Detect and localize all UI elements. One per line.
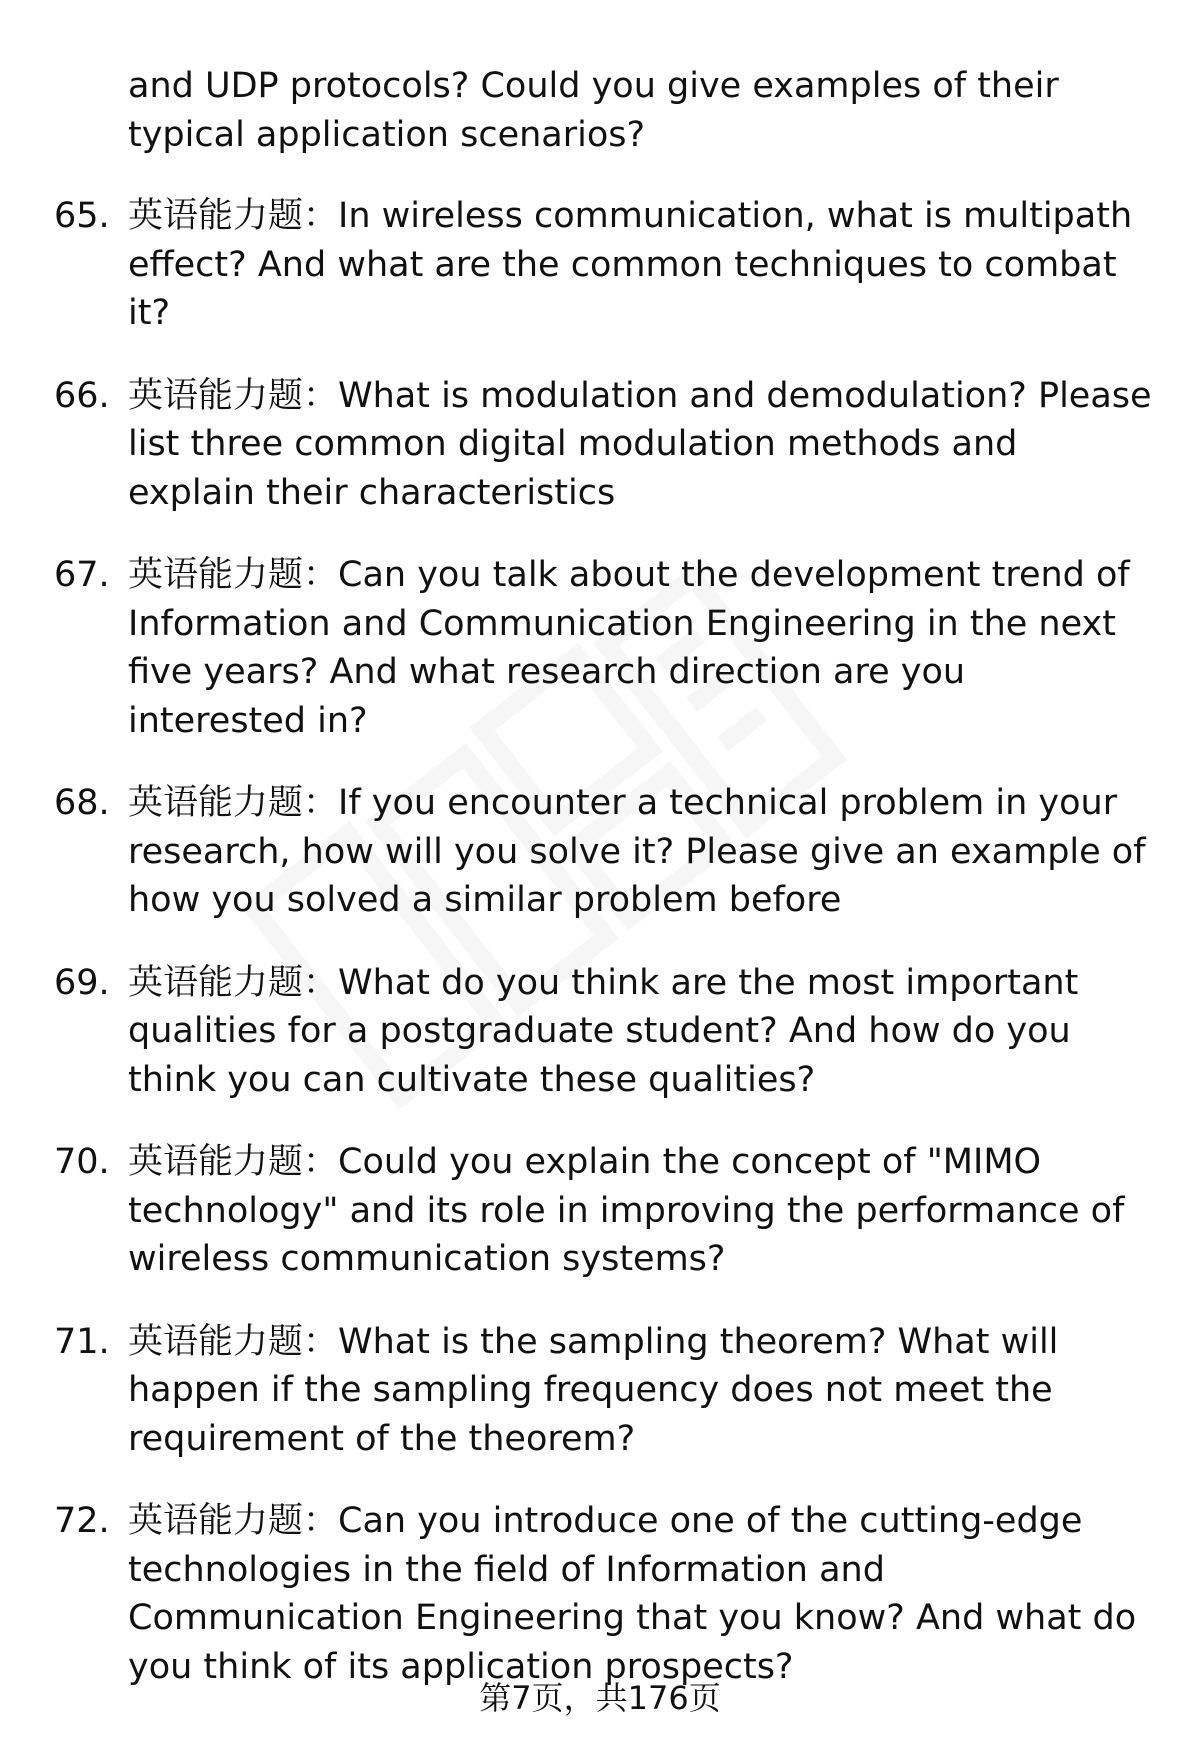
question-item	[54, 1497, 1154, 1691]
question-body	[128, 372, 1154, 518]
question-body	[128, 779, 1154, 925]
question-number: 65.	[54, 196, 110, 236]
question-item	[54, 1138, 1154, 1284]
question-text: Could you explain the concept of "MIMO technology" and its role in improving the performance of wireless communication systems?	[128, 1142, 1125, 1279]
question-item	[54, 959, 1154, 1105]
question-list	[0, 192, 1200, 1691]
question-prefix: 英语能力题：	[128, 962, 339, 1003]
question-text: In wireless communication, what is multipath effect? And what are the common techniques to combat it?	[128, 196, 1133, 333]
question-number: 71.	[54, 1321, 110, 1362]
question-text: Can you introduce one of the cutting-edge technologies in the field of Information and Communication Engineering that you know? And what do you think of its application prospects?	[128, 1501, 1137, 1687]
question-number: 66.	[54, 375, 110, 416]
question-prefix: 英语能力题：	[128, 375, 339, 416]
question-body	[128, 959, 1154, 1105]
question-prefix: 英语能力题：	[128, 783, 339, 823]
question-prefix: 英语能力题：	[128, 1142, 339, 1182]
question-number: 67.	[54, 555, 110, 595]
question-body	[128, 192, 1154, 338]
question-text: Can you talk about the development trend of Information and Communication Engineering in the next five years? And what research direction are you interested in?	[128, 555, 1130, 741]
question-text: If you encounter a technical problem in your research, how will you solve it? Please give an example of how you solved a similar problem before	[128, 783, 1146, 920]
question-prefix: 英语能力题：	[128, 1321, 339, 1362]
question-item	[54, 192, 1154, 338]
question-item	[54, 551, 1154, 745]
question-prefix: 英语能力题：	[128, 555, 339, 595]
question-body	[128, 1497, 1154, 1691]
page-footer: 第7页，共176页	[479, 1679, 721, 1717]
question-text: What is modulation and demodulation? Please list three common digital modulation methods and explain their characteristics	[128, 375, 1152, 513]
question-text: What do you think are the most important qualities for a postgraduate student? And how do you think you can cultivate these qualities?	[128, 962, 1079, 1100]
question-number: 70.	[54, 1142, 110, 1182]
question-body	[128, 1138, 1154, 1284]
question-prefix: 英语能力题：	[128, 1501, 339, 1541]
question-text: What is the sampling theorem? What will happen if the sampling frequency does not meet the requirement of the theorem?	[128, 1321, 1059, 1459]
document-content	[0, 62, 1200, 1725]
question-body	[128, 551, 1154, 745]
question-item	[54, 779, 1154, 925]
question-item	[54, 372, 1154, 518]
question-item	[54, 1318, 1154, 1464]
question-number: 68.	[54, 783, 110, 823]
question-number: 72.	[54, 1501, 110, 1541]
question-number: 69.	[54, 962, 110, 1003]
question-body	[128, 1318, 1154, 1464]
continued-question-text: and UDP protocols? Could you give examples of their typical application scenarios?	[128, 66, 1059, 155]
question-prefix: 英语能力题：	[128, 196, 339, 236]
